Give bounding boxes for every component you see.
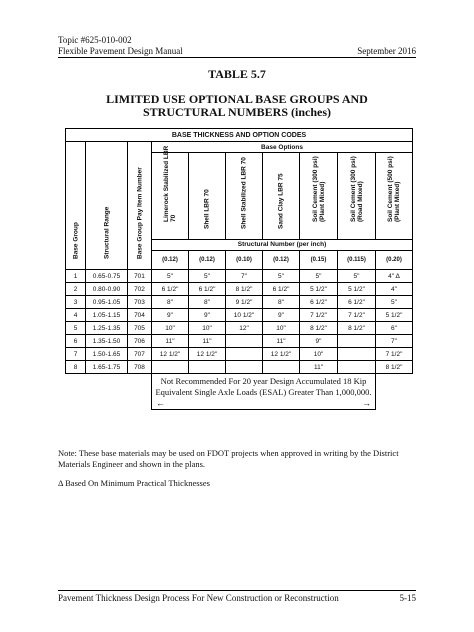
recommendation-note: Not Recommended For 20 year Design Accumulated 18 Kip Equivalent Single Axle Loads (ESAL) Greater Than 1,000,000. ← → — [152, 374, 376, 410]
thickness-cell: 9" — [152, 309, 189, 322]
thickness-cell: 11" — [152, 335, 189, 348]
col-header-base-group: Base Group — [66, 142, 86, 270]
thickness-cell: 10" — [152, 322, 189, 335]
band-title: BASE THICKNESS AND OPTION CODES — [66, 129, 413, 142]
pay-item-cell: 708 — [128, 361, 152, 374]
thickness-cell: 7" — [226, 270, 263, 283]
coefficient-cell: (0.12) — [152, 250, 189, 269]
thickness-cell: 7" — [376, 335, 413, 348]
header-date: September 2016 — [357, 46, 416, 56]
thickness-cell: 6 1/2" — [189, 283, 226, 296]
header-line2 — [58, 46, 416, 57]
table-row — [66, 361, 413, 374]
structural-range-cell: 1.35-1.50 — [86, 335, 128, 348]
thickness-cell: 11" — [300, 361, 338, 374]
pay-item-cell: 704 — [128, 309, 152, 322]
table-title-line1: LIMITED USE OPTIONAL BASE GROUPS AND — [106, 92, 368, 106]
thickness-cell: 10 1/2" — [226, 309, 263, 322]
table-row — [66, 309, 413, 322]
thickness-cell: 9" — [300, 335, 338, 348]
pay-item-cell: 705 — [128, 322, 152, 335]
thickness-cell: 6 1/2" — [263, 283, 300, 296]
coefficient-cell: (0.10) — [226, 250, 263, 269]
thickness-cell: 5" — [152, 270, 189, 283]
thickness-cell: 6 1/2" — [300, 296, 338, 309]
coefficient-cell: (0.115) — [338, 250, 376, 269]
thickness-cell: 9" — [189, 309, 226, 322]
thickness-cell: 5" — [300, 270, 338, 283]
thickness-cell: 11" — [189, 335, 226, 348]
base-group-cell: 8 — [66, 361, 86, 374]
thickness-cell: 12 1/2" — [152, 348, 189, 361]
thickness-cell: 9" — [263, 309, 300, 322]
structural-range-cell: 0.65-0.75 — [86, 270, 128, 283]
thickness-cell: 7 1/2" — [338, 309, 376, 322]
col-header-pay-item: Base Group Pay Item Number — [128, 142, 152, 270]
thickness-cell — [152, 361, 189, 374]
note-text: Note: These base materials may be used on FDOT projects when approved in writing by the District Materials Engineer and shown in the plans. — [58, 448, 399, 469]
page-number: 5-15 — [399, 593, 416, 603]
header-rule — [58, 57, 416, 58]
footer-title: Pavement Thickness Design Process For New Construction or Reconstruction — [58, 593, 339, 603]
thickness-cell: 5 1/2" — [300, 283, 338, 296]
thickness-cell: 8 1/2" — [338, 322, 376, 335]
range-arrows — [152, 398, 375, 409]
base-options-table — [65, 128, 413, 410]
thickness-cell: 8" — [152, 296, 189, 309]
thickness-cell: 5 1/2" — [376, 309, 413, 322]
thickness-cell: 9 1/2" — [226, 296, 263, 309]
arrow-left-icon: ← — [156, 398, 165, 408]
table-row — [66, 322, 413, 335]
footer-rule — [58, 590, 416, 591]
pay-item-cell: 707 — [128, 348, 152, 361]
base-group-cell: 2 — [66, 283, 86, 296]
thickness-cell: 7 1/2" — [376, 348, 413, 361]
thickness-cell — [226, 348, 263, 361]
base-group-cell: 4 — [66, 309, 86, 322]
pay-item-cell: 706 — [128, 335, 152, 348]
thickness-cell: 8 1/2" — [376, 361, 413, 374]
structural-range-cell: 1.65-1.75 — [86, 361, 128, 374]
thickness-cell: 7 1/2" — [300, 309, 338, 322]
base-group-cell: 7 — [66, 348, 86, 361]
thickness-cell: 10" — [263, 322, 300, 335]
thickness-cell: 10" — [189, 322, 226, 335]
table-row — [66, 270, 413, 283]
thickness-cell — [263, 361, 300, 374]
structural-range-cell: 1.50-1.65 — [86, 348, 128, 361]
header-topic: Topic #625-010-002 — [58, 35, 132, 45]
footer — [58, 593, 416, 603]
thickness-cell: 8" — [263, 296, 300, 309]
header-manual: Flexible Pavement Design Manual — [58, 46, 183, 56]
thickness-cell: 6 1/2" — [152, 283, 189, 296]
thickness-cell: 5" — [376, 296, 413, 309]
arrow-right-icon: → — [362, 398, 371, 408]
table-row — [66, 335, 413, 348]
option-header: Sand Clay LBR 75 — [263, 153, 300, 239]
thickness-cell: 12" — [226, 322, 263, 335]
structural-range-cell: 0.80-0.90 — [86, 283, 128, 296]
thickness-cell: 12 1/2" — [189, 348, 226, 361]
thickness-cell: 8" — [189, 296, 226, 309]
pay-item-cell: 703 — [128, 296, 152, 309]
footnote-text: Δ Based On Minimum Practical Thicknesses — [58, 478, 210, 488]
thickness-cell: 12 1/2" — [263, 348, 300, 361]
thickness-cell: 8 1/2" — [226, 283, 263, 296]
thickness-cell: 8 1/2" — [300, 322, 338, 335]
thickness-cell: 11" — [263, 335, 300, 348]
option-header: Soil Cement (500 psi)(Plant Mixed) — [376, 153, 413, 239]
structural-range-cell: 0.95-1.05 — [86, 296, 128, 309]
coefficient-cell: (0.20) — [376, 250, 413, 269]
pay-item-cell: 701 — [128, 270, 152, 283]
thickness-cell: 6 1/2" — [338, 296, 376, 309]
table-row — [66, 296, 413, 309]
option-header: Shell Stabilized LBR 70 — [226, 153, 263, 239]
base-options-label: Base Options — [152, 142, 413, 153]
thickness-cell — [338, 348, 376, 361]
thickness-cell: 4" — [376, 283, 413, 296]
thickness-cell — [189, 361, 226, 374]
col-header-structural-range: Structural Range — [86, 142, 128, 270]
thickness-cell: 5" — [263, 270, 300, 283]
thickness-cell: 4" Δ — [376, 270, 413, 283]
option-header: Limerock Stabilized LBR 70 — [152, 153, 189, 239]
structural-number-label: Structural Number (per inch) — [152, 239, 413, 250]
coefficient-cell: (0.12) — [263, 250, 300, 269]
option-header: Shell LBR 70 — [189, 153, 226, 239]
base-group-cell: 5 — [66, 322, 86, 335]
thickness-cell — [338, 361, 376, 374]
table-row — [66, 283, 413, 296]
structural-range-cell: 1.05-1.15 — [86, 309, 128, 322]
thickness-cell: 10" — [300, 348, 338, 361]
thickness-cell: 5" — [189, 270, 226, 283]
thickness-cell — [226, 335, 263, 348]
thickness-cell: 5" — [338, 270, 376, 283]
table-number: TABLE 5.7 — [208, 67, 266, 81]
table-title-line2: STRUCTURAL NUMBERS (inches) — [142, 105, 332, 119]
thickness-cell: 6" — [376, 322, 413, 335]
pay-item-cell: 702 — [128, 283, 152, 296]
thickness-cell — [226, 361, 263, 374]
table-row — [66, 348, 413, 361]
option-header: Soil Cement (300 psi)(Plant Mixed) — [300, 153, 338, 239]
base-group-cell: 3 — [66, 296, 86, 309]
coefficient-cell: (0.12) — [189, 250, 226, 269]
base-group-cell: 6 — [66, 335, 86, 348]
option-header: Soil Cement (300 psi)(Road Mixed) — [338, 153, 376, 239]
base-group-cell: 1 — [66, 270, 86, 283]
thickness-cell: 5 1/2" — [338, 283, 376, 296]
structural-range-cell: 1.25-1.35 — [86, 322, 128, 335]
thickness-cell — [338, 335, 376, 348]
coefficient-cell: (0.15) — [300, 250, 338, 269]
